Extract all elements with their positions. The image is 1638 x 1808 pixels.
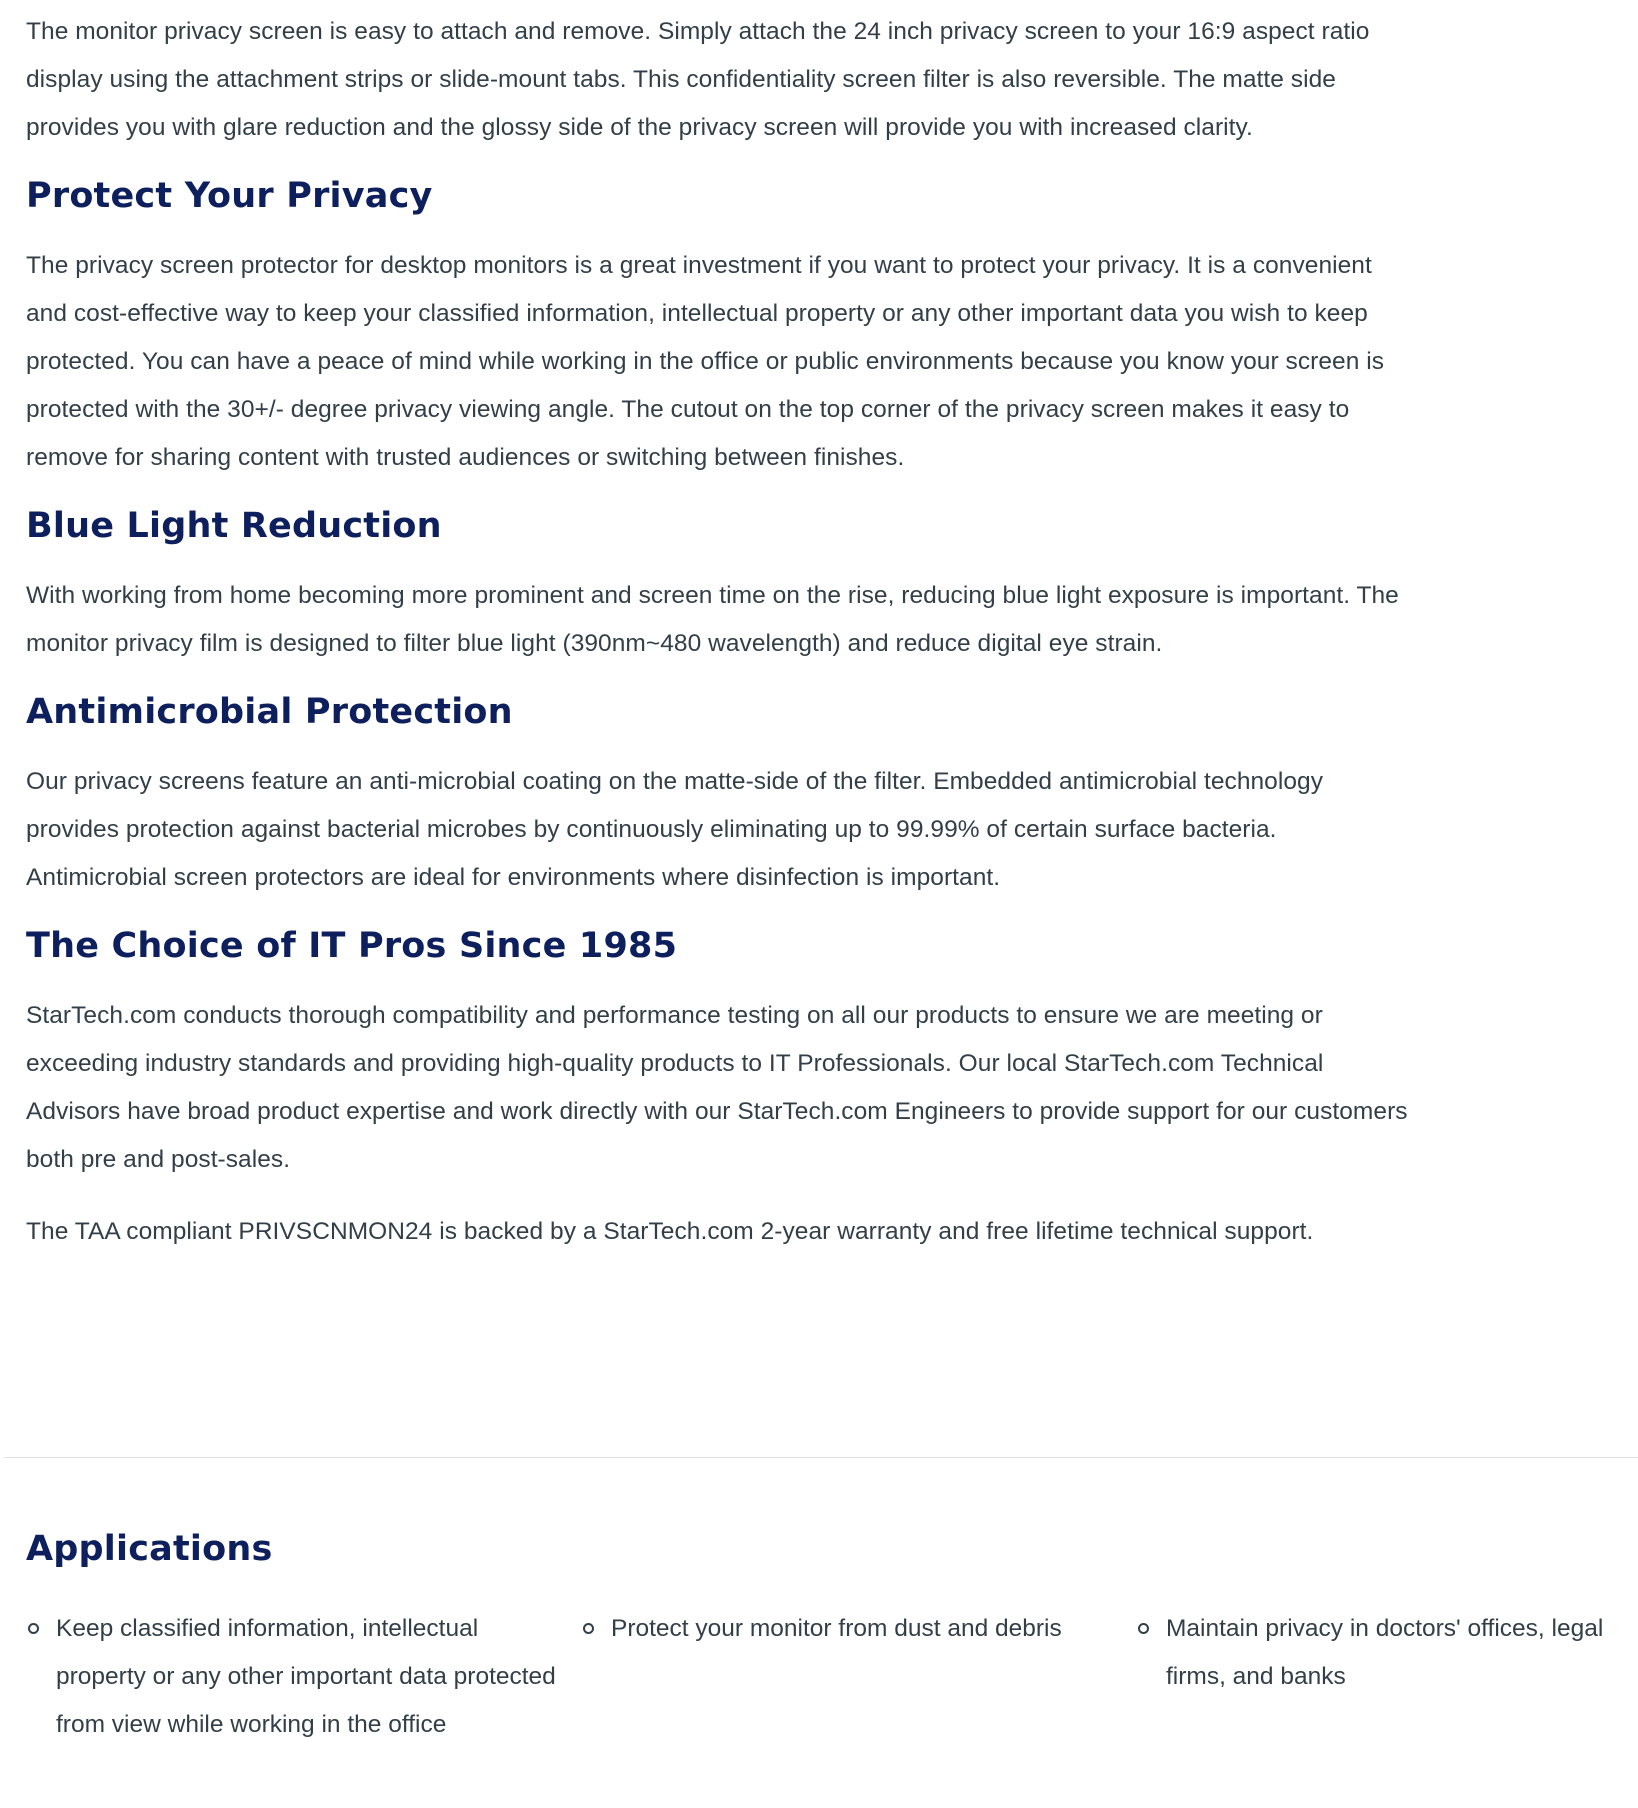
list-item-text: Maintain privacy in doctors' offices, legal firms, and banks (1166, 1615, 1604, 1690)
section-heading: The Choice of IT Pros Since 1985 (26, 926, 678, 966)
section-heading: Antimicrobial Protection (26, 692, 513, 732)
applications-list (26, 1605, 1638, 1749)
bullet-circle-icon (1138, 1623, 1149, 1634)
list-item (581, 1605, 1136, 1749)
bullet-circle-icon (28, 1623, 39, 1634)
section-paragraph: With working from home becoming more prominent and screen time on the rise, reducing blue light exposure is important. The monitor privacy film is designed to filter blue light (390nm~480 wavelength) and reduce digital eye strain. (26, 582, 1399, 657)
section-paragraph: Our privacy screens feature an anti-microbial coating on the matte-side of the filter. Embedded antimicrobial technology provides protection against bacterial microbes by continuously eliminating up to 99.99% of certain surface bacteria. Antimicrobial screen protectors are ideal for environments where disinfection is important. (26, 768, 1323, 891)
section-heading: Protect Your Privacy (26, 176, 433, 216)
section-divider (4, 1457, 1638, 1458)
section-protect-privacy (26, 174, 1416, 482)
section-heading: Blue Light Reduction (26, 506, 442, 546)
section-antimicrobial (26, 690, 1416, 902)
section-it-pros (26, 924, 1416, 1256)
bullet-circle-icon (583, 1623, 594, 1634)
list-item (26, 1605, 581, 1749)
intro-paragraph: The monitor privacy screen is easy to attach and remove. Simply attach the 24 inch privacy screen to your 16:9 aspect ratio display using the attachment strips or slide-mount tabs. This confidentiality screen filter is also reversible. The matte side provides you with glare reduction and the glossy side of the privacy screen will provide you with increased clarity. (26, 18, 1370, 141)
list-item-text: Protect your monitor from dust and debris (611, 1615, 1062, 1642)
section-blue-light (26, 504, 1416, 668)
section-paragraph: StarTech.com conducts thorough compatibility and performance testing on all our products to ensure we are meeting or exceeding industry standards and providing high-quality products to IT Professionals. Our local StarTech.com Technical Advisors have broad product expertise and work directly with our StarTech.com Engineers to provide support for our customers both pre and post-sales. (26, 1002, 1408, 1173)
applications-heading: Applications (26, 1529, 273, 1569)
list-item-text: Keep classified information, intellectual property or any other important data protected from view while working in the office (56, 1615, 556, 1738)
product-description (26, 0, 1416, 1256)
list-item (1136, 1605, 1638, 1749)
section-paragraph: The privacy screen protector for desktop monitors is a great investment if you want to protect your privacy. It is a convenient and cost-effective way to keep your classified information, intellectual property or any other important data you wish to keep protected. You can have a peace of mind while working in the office or public environments because you know your screen is protected with the 30+/- degree privacy viewing angle. The cutout on the top corner of the privacy screen makes it easy to remove for sharing content with trusted audiences or switching between finishes. (26, 252, 1385, 471)
warranty-paragraph: The TAA compliant PRIVSCNMON24 is backed by a StarTech.com 2-year warranty and free lifetime technical support. (26, 1218, 1314, 1245)
